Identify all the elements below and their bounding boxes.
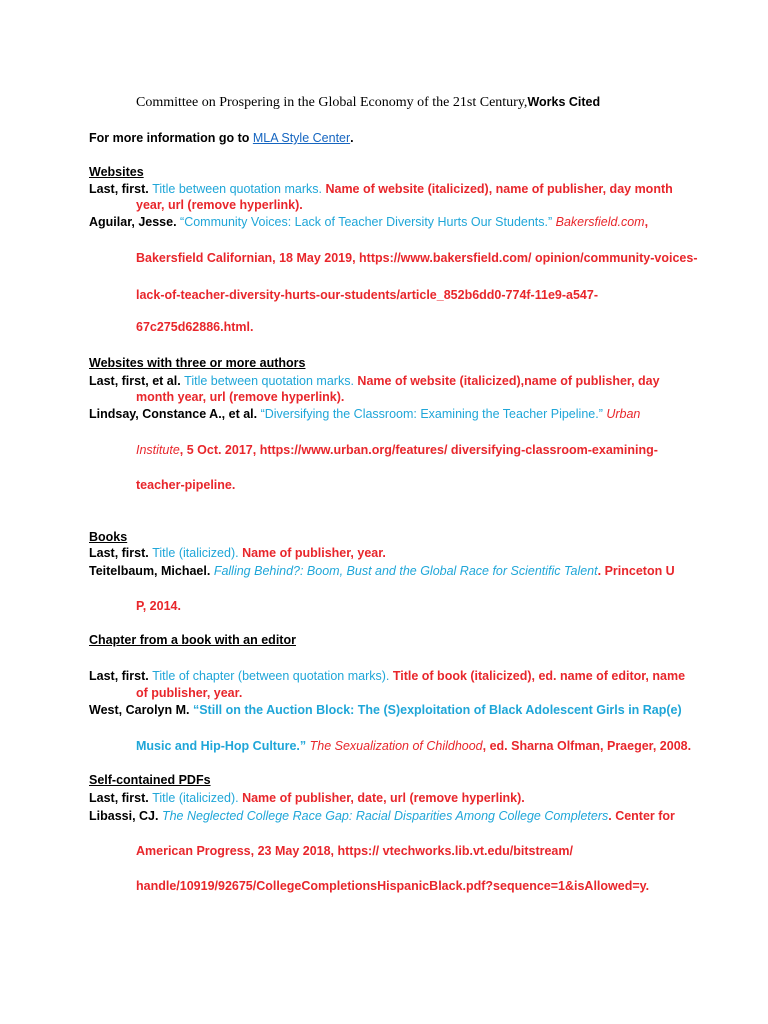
example-title: “Still on the Auction Block: The (S)exploitation of Black Adolescent Girls in Rap(e) [192,703,682,717]
pdfs-format-line [89,790,525,806]
example-rest: , 5 Oct. 2017, https://www.urban.org/features/ diversifying-classroom-examining- [179,443,658,457]
info-line [89,130,354,146]
websites3-example-line-2 [136,442,658,458]
example-author: Aguilar, Jesse. [89,215,181,229]
websites-example-line-1 [89,214,648,230]
format-title: Title of chapter (between quotation marks). [152,669,393,683]
format-rest: Title of book (italicized), ed. name of editor, name [392,669,686,683]
section-heading-websites-three-authors: Websites with three or more authors [89,356,306,370]
example-author: Teitelbaum, Michael. [89,564,214,578]
websites-format-line-1 [89,181,673,197]
format-author: Last, first. [89,546,153,560]
pdfs-example-line-3: handle/10919/92675/CollegeCompletionsHispanicBlack.pdf?sequence=1&isAllowed=y. [136,879,650,893]
chapter-format-line-2: of publisher, year. [136,686,243,700]
format-author: Last, first. [89,669,153,683]
websites-example-line-2: Bakersfield Californian, 18 May 2019, https://www.bakersfield.com/ opinion/community-voices- [136,251,698,265]
websites-example-line-4: 67c275d62886.html. [136,320,254,334]
example-title: The Neglected College Race Gap: Racial Disparities Among College Completers [161,809,609,823]
example-title: Falling Behind?: Boom, Bust and the Global Race for Scientific Talent [213,564,598,578]
example-site: Bakersfield.com [555,215,645,229]
example-author: Lindsay, Constance A., et al. [89,407,261,421]
example-title: “Community Voices: Lack of Teacher Diversity Hurts Our Students.” [180,215,556,229]
chapter-format-line-1 [89,668,685,684]
section-heading-websites: Websites [89,165,144,179]
pdfs-example-line-2: American Progress, 23 May 2018, https:// vtechworks.lib.vt.edu/bitstream/ [136,844,573,858]
section-heading-chapter: Chapter from a book with an editor [89,633,296,647]
books-format-line [89,545,386,561]
format-title: Title between quotation marks. [152,182,326,196]
chapter-example-line-1 [89,702,682,718]
example-site-cont: Institute [136,443,180,457]
example-dot: . [597,564,605,578]
info-suffix: . [350,131,354,145]
example-dot: . [608,809,616,823]
mla-style-center-link[interactable]: MLA Style Center [252,131,351,145]
page-title [136,94,600,111]
section-heading-books: Books [89,530,128,544]
format-rest: Name of website (italicized),name of publisher, day [357,374,660,388]
section-heading-pdfs: Self-contained PDFs [89,773,211,787]
format-author: Last, first. [89,791,153,805]
websites3-format-line-1 [89,373,660,389]
format-title: Title (italicized). [152,546,243,560]
format-rest: Name of publisher, year. [242,546,386,560]
example-book: The Sexualization of Childhood [309,739,483,753]
example-title-cont: Music and Hip-Hop Culture.” [136,739,310,753]
example-comma: , [644,215,649,229]
example-title: “Diversifying the Classroom: Examining the Teacher Pipeline.” [260,407,607,421]
format-title: Title between quotation marks. [184,374,358,388]
info-prefix: For more information go to [89,131,253,145]
websites-format-line-2: year, url (remove hyperlink). [136,198,303,212]
format-rest: Name of publisher, date, url (remove hyperlink). [242,791,525,805]
chapter-example-line-2 [136,738,691,754]
websites3-format-line-2: month year, url (remove hyperlink). [136,390,345,404]
books-example-line-2: P, 2014. [136,599,181,613]
books-example-line-1 [89,563,675,579]
example-author: Libassi, CJ. [89,809,162,823]
websites3-example-line-3: teacher-pipeline. [136,478,236,492]
websites-example-line-3: lack-of-teacher-diversity-hurts-our-students/article_852b6dd0-774f-11e9-a547- [136,288,598,302]
websites3-example-line-1 [89,406,640,422]
pdfs-example-line-1 [89,808,675,824]
format-rest: Name of website (italicized), name of publisher, day month [325,182,673,196]
title-text: Committee on Prospering in the Global Economy of the 21st Century, [136,95,528,110]
format-author: Last, first. [89,182,153,196]
format-author: Last, first, et al. [89,374,185,388]
format-title: Title (italicized). [152,791,243,805]
example-author: West, Carolyn M. [89,703,193,717]
example-rest: , ed. Sharna Olfman, Praeger, 2008. [482,739,692,753]
example-publisher: Center for [615,809,675,823]
example-publisher: Princeton U [604,564,675,578]
works-cited-label: Works Cited [527,95,601,109]
example-site: Urban [606,407,641,421]
